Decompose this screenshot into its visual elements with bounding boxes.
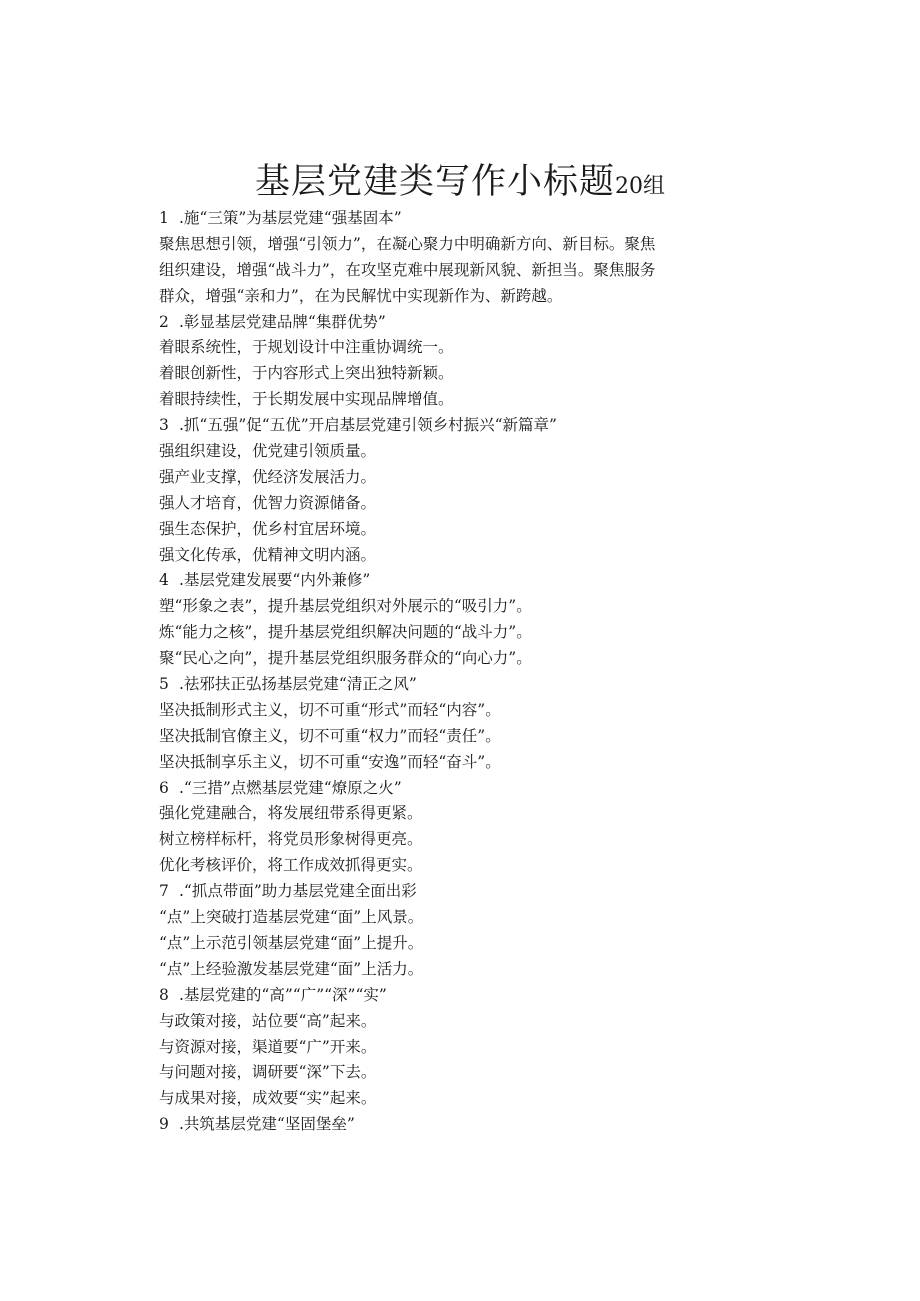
body-line-text: 坚决抵制形式主义，切不可重“形式”而轻“内容”。 [159,700,501,719]
body-line-text: 着眼创新性，于内容形式上突出独特新颖。 [159,364,454,383]
body-line [159,1035,739,1061]
body-line-text: 塑“形象之表”，提升基层党组织对外展示的“吸引力”。 [159,597,532,616]
section-number: 6 [159,778,169,797]
body-line-text: 强人才培育，优智力资源储备。 [159,493,377,512]
section-number: 5 [159,675,169,694]
section-number: 4 [159,571,169,590]
body-line-text: 强生态保护，优乡村宜居环境。 [159,519,377,538]
body-line [159,491,739,517]
body-line [159,620,739,646]
section-heading-text: .施“三策”为基层党建“强基固本” [179,209,402,227]
section-heading-text: .基层党建发展要“内外兼修” [179,571,371,590]
body-line [159,232,739,258]
body-line [159,543,739,569]
body-line-text: 优化考核评价，将工作成效抓得更实。 [159,856,423,875]
section-heading [159,310,739,336]
section-heading-text: .彰显基层党建品牌“集群优势” [179,312,386,331]
body-line [159,361,739,387]
section-number: 3 [159,416,169,435]
body-line-text: 着眼持续性，于长期发展中实现品牌增值。 [159,390,454,409]
section-number: 2 [159,312,169,331]
section-heading [159,879,739,905]
body-line-text: 坚决抵制享乐主义，切不可重“安逸”而轻“奋斗”。 [159,752,501,771]
section-heading [159,776,739,802]
document-body [159,206,739,1138]
body-line-text: 群众，增强“亲和力”，在为民解忧中实现新作为、新跨越。 [159,286,563,305]
section-heading-text: .祛邪扶正弘扬基层党建“清正之风” [179,675,417,694]
section-heading-text: .基层党建的“高”“广”“深”“实” [179,985,387,1004]
document-title-main: 基层党建类写作小标题 [254,162,615,202]
body-line-text: 聚“民心之向”，提升基层党组织服务群众的“向心力”。 [159,649,532,668]
body-line [159,905,739,931]
section-heading-text: .“抓点带面”助力基层党建全面出彩 [179,882,417,901]
body-line-text: 炼“能力之核”，提升基层党组织解决问题的“战斗力”。 [159,623,532,642]
body-line-text: 树立榜样标杆，将党员形象树得更亮。 [159,830,423,849]
body-line [159,465,739,491]
body-line-text: 强产业支撑，优经济发展活力。 [159,467,377,486]
body-line [159,957,739,983]
section-heading-text: .“三措”点燃基层党建“燎原之火” [179,778,402,797]
section-heading-text: .共筑基层党建“坚固堡垒” [179,1115,355,1134]
section-number: 9 [159,1115,169,1134]
section-number: 1 [159,209,169,227]
body-line [159,646,739,672]
body-line [159,724,739,750]
body-line [159,750,739,776]
body-line [159,439,739,465]
body-line-text: 强文化传承，优精神文明内涵。 [159,545,377,564]
body-line [159,853,739,879]
body-line [159,1060,739,1086]
body-line-text: 聚焦思想引领，增强“引领力”，在凝心聚力中明确新方向、新目标。聚焦 [159,234,656,253]
body-line-text: 组织建设，增强“战斗力”，在攻坚克难中展现新风貌、新担当。聚焦服务 [159,260,656,279]
body-line-text: 坚决抵制官僚主义，切不可重“权力”而轻“责任”。 [159,726,501,745]
body-line [159,931,739,957]
body-line-text: 着眼系统性，于规划设计中注重协调统一。 [159,338,454,357]
section-heading [159,1112,739,1138]
section-heading-text: .抓“五强”促“五优”开启基层党建引领乡村振兴“新篇章” [179,416,557,435]
section-heading [159,983,739,1009]
section-heading [159,568,739,594]
body-line-text: 强组织建设，优党建引领质量。 [159,442,377,461]
body-line [159,594,739,620]
body-line-text: 与问题对接，调研要“深”下去。 [159,1063,377,1082]
body-line-text: 与政策对接，站位要“高”起来。 [159,1011,377,1030]
body-line-text: “点”上经验激发基层党建“面”上活力。 [159,959,424,978]
body-line-text: 强化党建融合，将发展纽带系得更紧。 [159,804,423,823]
body-line-text: 与成果对接，成效要“实”起来。 [159,1089,377,1108]
document-title-suffix: 20组 [615,174,665,199]
body-line [159,387,739,413]
body-line [159,517,739,543]
body-line [159,698,739,724]
body-line-text: “点”上突破打造基层党建“面”上风景。 [159,908,424,927]
body-line [159,258,739,284]
body-line [159,335,739,361]
body-line-text: “点”上示范引领基层党建“面”上提升。 [159,933,424,952]
body-line-text: 与资源对接，渠道要“广”开来。 [159,1037,377,1056]
section-heading [159,206,739,232]
body-line [159,284,739,310]
section-number: 7 [159,882,169,901]
section-heading [159,413,739,439]
body-line [159,1086,739,1112]
body-line [159,801,739,827]
document-title [0,158,920,211]
section-number: 8 [159,985,169,1004]
section-heading [159,672,739,698]
body-line [159,827,739,853]
body-line [159,1009,739,1035]
